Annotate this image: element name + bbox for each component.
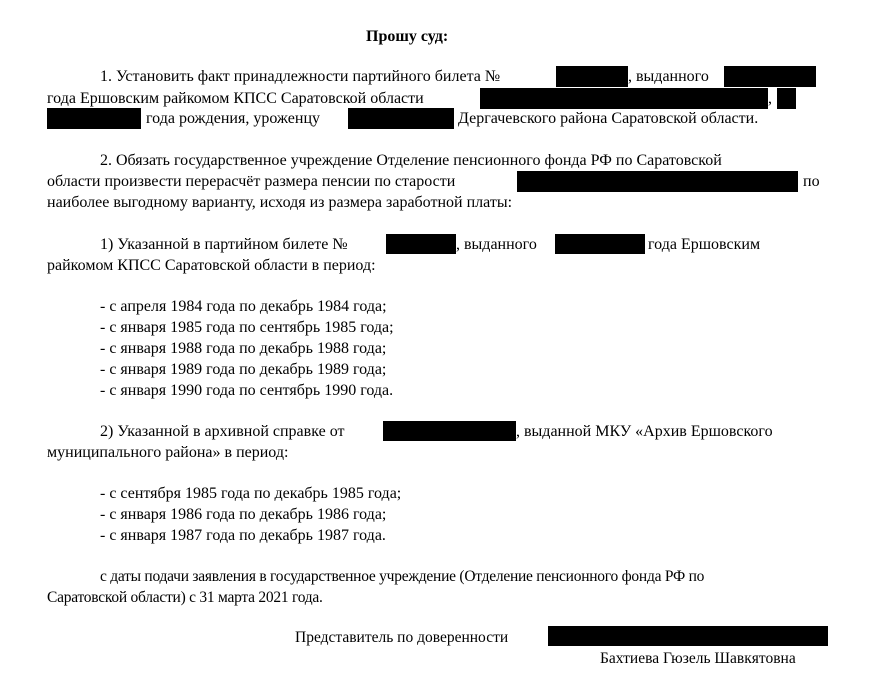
redaction-sub1-card-number [386,234,456,254]
redaction-person-name [480,88,768,109]
sub1-line1-text: 1) Указанной в партийном билете № [100,236,348,253]
item2-line2-text: области произвести перерасчёт размера пенсии по старости [47,173,456,190]
sub1-period: - с января 1985 года по сентябрь 1985 года; [100,319,394,336]
item2-line2-po: по [803,173,820,190]
item1-line3-text: года рождения, уроженцу [146,110,320,127]
closing-line2: Саратовской области) с 31 марта 2021 года. [47,589,323,606]
redaction-birth-date [47,108,141,129]
signature-name: Бахтиева Гюзель Шавкятовна [600,650,796,667]
redaction-party-card-number [556,66,628,87]
item2-line1: 2. Обязать государственное учреждение Отделение пенсионного фонда РФ по Саратовской [100,152,722,169]
redaction-pensioner-name [517,171,798,192]
redaction-issue-date [724,66,816,87]
item2-line3: наиболее выгодному варианту, исходя из размера заработной платы: [47,194,513,211]
redaction-sub1-issue-date [555,234,645,254]
sub1-line1-issued: , выданного [456,236,537,253]
redaction-representative-name [548,626,828,646]
item1-line1-text: 1. Установить факт принадлежности партийного билета № [100,68,501,85]
sub2-line1-issued: , выданной МКУ «Архив Ершовского [516,423,773,440]
item1-line1-issued: , выданного [628,68,709,85]
sub1-period: - с января 1989 года по декабрь 1989 года; [100,361,387,378]
item1-line3-region: Дергачевского района Саратовской области. [458,110,759,127]
sub1-period: - с апреля 1984 года по декабрь 1984 года; [100,298,387,315]
document-title: Прошу суд: [366,28,449,45]
item1-line2-text: года Ершовским райкомом КПСС Саратовской области [47,90,424,107]
sub1-line2: райкомом КПСС Саратовской области в период: [47,257,376,274]
sub1-period: - с января 1990 года по сентябрь 1990 года. [100,382,394,399]
redaction-archive-date [383,421,516,441]
redaction-birth-date-start [777,88,796,109]
sub1-line1-ershov: года Ершовским [648,236,761,253]
sub2-line1-text: 2) Указанной в архивной справке от [100,423,345,440]
sub1-period: - с января 1988 года по декабрь 1988 года; [100,340,387,357]
sub2-line2: муниципального района» в период: [47,444,289,461]
redaction-birthplace [348,108,454,129]
sub2-period: - с января 1987 года по декабрь 1987 года. [100,527,386,544]
item1-line2-comma: , [768,90,772,107]
sub2-period: - с января 1986 года по декабрь 1986 года; [100,506,387,523]
signature-label: Представитель по доверенности [295,629,509,646]
sub2-period: - с сентября 1985 года по декабрь 1985 года; [100,485,402,502]
closing-line1: с даты подачи заявления в государственное учреждение (Отделение пенсионного фонда РФ по [100,568,705,585]
